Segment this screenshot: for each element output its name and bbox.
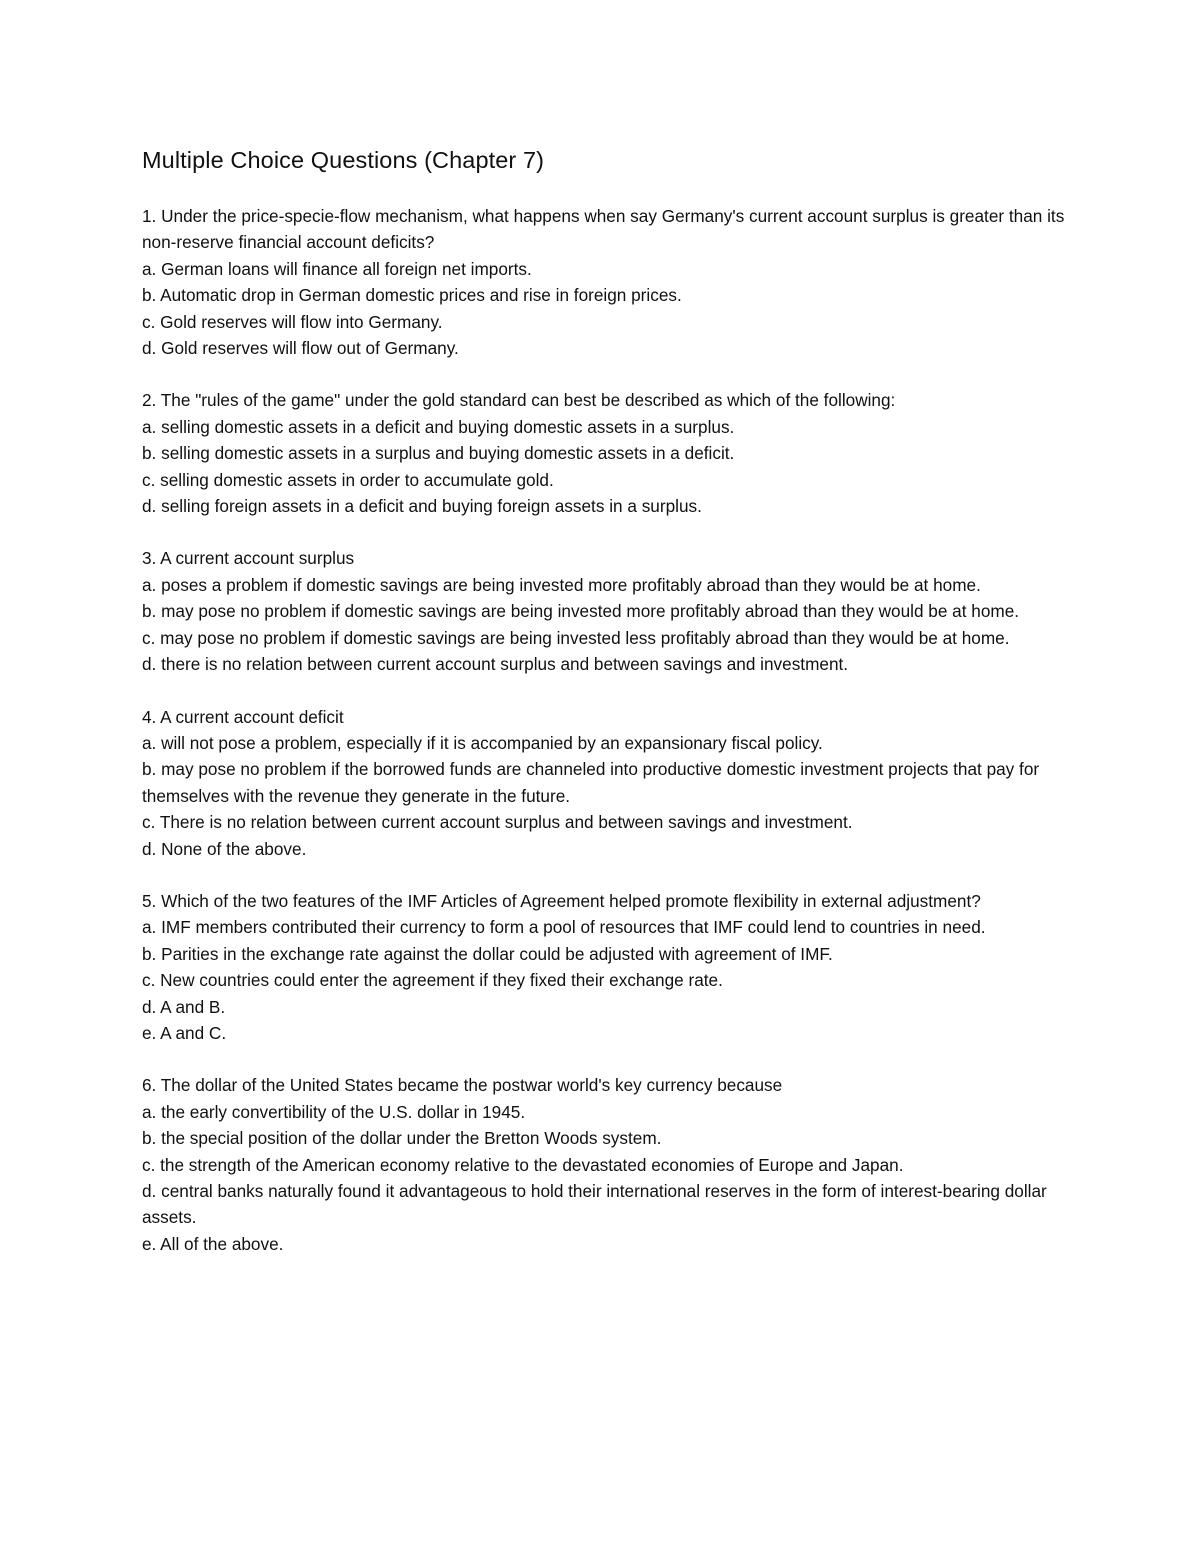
answer-option: b. may pose no problem if domestic savings are being invested more profitably abroad than they would be at home.	[142, 601, 1020, 622]
answer-option: d. selling foreign assets in a deficit and buying foreign assets in a surplus.	[142, 496, 702, 517]
answer-option: a. poses a problem if domestic savings are being invested more profitably abroad than they would be at home.	[142, 574, 981, 595]
answer-option: c. selling domestic assets in order to accumulate gold.	[142, 469, 554, 490]
question-stem: 4. A current account deficit	[142, 706, 344, 727]
answer-option: c. may pose no problem if domestic savings are being invested less profitably abroad than they would be at home.	[142, 627, 1010, 648]
answer-option: a. German loans will finance all foreign net imports.	[142, 258, 532, 279]
question-3	[142, 545, 1072, 677]
answer-option: b. selling domestic assets in a surplus and buying domestic assets in a deficit.	[142, 443, 735, 464]
question-stem: 3. A current account surplus	[142, 548, 355, 569]
answer-option: d. A and B.	[142, 996, 226, 1017]
question-4	[142, 704, 1072, 862]
question-stem: 1. Under the price-specie-flow mechanism, what happens when say Germany's current account surplus is greater than its non-reserve financial account deficits?	[142, 206, 1065, 253]
document-page	[142, 142, 1072, 1283]
answer-option: d. Gold reserves will flow out of Germany.	[142, 338, 459, 359]
question-stem: 2. The "rules of the game" under the gold standard can best be described as which of the following:	[142, 390, 896, 411]
answer-option: a. the early convertibility of the U.S. dollar in 1945.	[142, 1101, 526, 1122]
answer-option: b. Parities in the exchange rate against the dollar could be adjusted with agreement of IMF.	[142, 943, 833, 964]
question-6	[142, 1072, 1072, 1257]
answer-option: d. None of the above.	[142, 838, 307, 859]
answer-option: e. A and C.	[142, 1022, 227, 1043]
question-1	[142, 203, 1072, 361]
question-list	[142, 203, 1072, 1257]
answer-option: a. selling domestic assets in a deficit and buying domestic assets in a surplus.	[142, 416, 735, 437]
document-title: Multiple Choice Questions (Chapter 7)	[142, 147, 545, 173]
answer-option: e. All of the above.	[142, 1233, 284, 1254]
answer-option: d. central banks naturally found it advantageous to hold their international reserves in the form of interest-bearing dollar assets.	[142, 1181, 1047, 1228]
question-stem: 5. Which of the two features of the IMF Articles of Agreement helped promote flexibility in external adjustment?	[142, 890, 981, 911]
answer-option: c. There is no relation between current account surplus and between savings and investment.	[142, 812, 853, 833]
answer-option: c. Gold reserves will flow into Germany.	[142, 311, 443, 332]
question-stem: 6. The dollar of the United States became the postwar world's key currency because	[142, 1075, 783, 1096]
answer-option: a. will not pose a problem, especially if it is accompanied by an expansionary fiscal policy.	[142, 732, 823, 753]
answer-option: d. there is no relation between current account surplus and between savings and investment.	[142, 654, 849, 675]
answer-option: b. the special position of the dollar under the Bretton Woods system.	[142, 1128, 662, 1149]
answer-option: a. IMF members contributed their currency to form a pool of resources that IMF could lend to countries in need.	[142, 917, 986, 938]
question-2	[142, 387, 1072, 519]
answer-option: b. may pose no problem if the borrowed funds are channeled into productive domestic investment projects that pay for themselves with the revenue they generate in the future.	[142, 759, 1040, 806]
question-5	[142, 888, 1072, 1046]
answer-option: b. Automatic drop in German domestic prices and rise in foreign prices.	[142, 285, 682, 306]
answer-option: c. New countries could enter the agreement if they fixed their exchange rate.	[142, 970, 723, 991]
answer-option: c. the strength of the American economy relative to the devastated economies of Europe and Japan.	[142, 1154, 904, 1175]
